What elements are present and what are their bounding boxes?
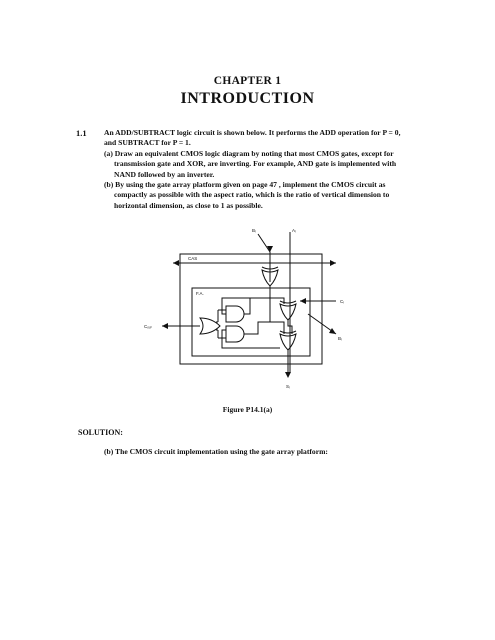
and-gate-1 — [226, 306, 244, 322]
c-input-label: Cᵢ — [340, 299, 344, 304]
c-out-label: Cₒᵤₜ — [144, 324, 152, 329]
figure-caption: Figure P14.1(a) — [222, 405, 273, 414]
problem-number: 1.1 — [76, 128, 87, 138]
problem-part-b: (b) By using the gate array platform given on page 47 , implement the CMOS circuit as compactly as possible with the aspect ratio, which is the ratio of vertical dimension to horizontal dimension, as close to 1 as possible. — [104, 180, 390, 210]
solution-part-b: (b) The CMOS circuit implementation using the gate array platform: — [104, 447, 328, 456]
xor-gate-middle — [280, 304, 296, 320]
chapter-label: CHAPTER 1 — [213, 75, 282, 87]
cas-label: CAS — [188, 256, 198, 261]
problem-text — [104, 128, 406, 211]
chapter-title: INTRODUCTION — [180, 90, 315, 107]
xor-gate-bottom — [280, 334, 296, 350]
s-out-label: Sᵢ — [286, 384, 290, 389]
problem-part-a: (a) Draw an equivalent CMOS logic diagram by noting that most CMOS gates, except for transmission gate and XOR, are inverting. For example, AND gate is implemented with NAND followed by an inverter. — [104, 148, 397, 179]
fa-label: F.A. — [196, 291, 204, 296]
and-gate-2 — [226, 326, 244, 342]
or-gate — [200, 318, 220, 334]
logic-circuit-figure — [140, 222, 380, 397]
problem-intro: An ADD/SUBTRACT logic circuit is shown below. It performs the ADD operation for P = 0, and SUBTRACT for P = 1. — [104, 128, 401, 148]
solution-heading: SOLUTION: — [78, 428, 123, 437]
a-input-label: Aᵢ — [292, 228, 296, 233]
b-input-label: Bᵢ — [252, 228, 256, 233]
b-out-label: Bᵢ — [338, 336, 342, 341]
